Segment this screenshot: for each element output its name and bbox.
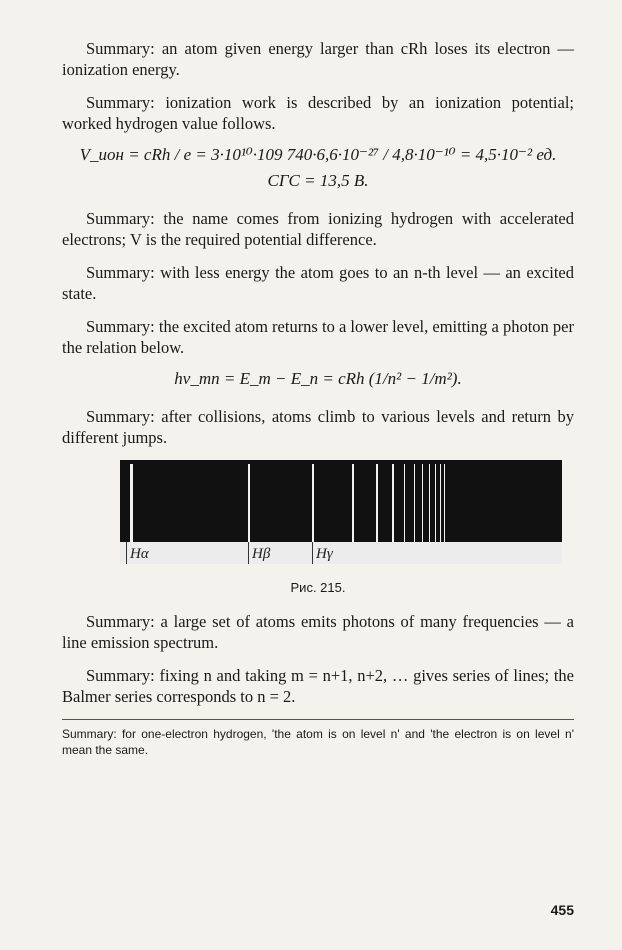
label-strip: [120, 542, 562, 564]
tick-h-beta: [248, 542, 249, 564]
paragraph-8: Summary: fixing n and taking m = n+1, n+2, … gives series of lines; the Balmer series corresponds to n = 2.: [62, 666, 574, 706]
paragraph-6: Summary: after collisions, atoms climb to various levels and return by different jumps.: [62, 407, 574, 447]
label-h-beta: Hβ: [252, 546, 271, 562]
paragraph-2: Summary: ionization work is described by an ionization potential; worked hydrogen value follows.: [62, 93, 574, 133]
label-h-alpha: Hα: [130, 546, 149, 562]
spectral-line-h-beta: [248, 464, 250, 542]
figure-caption: Рис. 215.: [290, 580, 346, 595]
page-number: 455: [550, 902, 574, 918]
spectral-line-h-alpha: [130, 464, 133, 542]
spectral-line: [435, 464, 436, 542]
tick-h-gamma: [312, 542, 313, 564]
spectral-line: [422, 464, 423, 542]
spectral-line-h-gamma: [312, 464, 314, 542]
paragraph-1: Summary: an atom given energy larger than cRh loses its electron — ionization energy.: [62, 39, 574, 79]
spectral-line: [392, 464, 394, 542]
spectral-line: [444, 464, 445, 542]
paragraph-5: Summary: the excited atom returns to a lower level, emitting a photon per the relation below.: [62, 317, 574, 357]
footnote: Summary: for one-electron hydrogen, 'the atom is on level n' and 'the electron is on level n' mean the same.: [62, 719, 574, 758]
paragraph-3: Summary: the name comes from ionizing hydrogen with accelerated electrons; V is the required potential difference.: [62, 209, 574, 249]
spectral-line: [404, 464, 405, 542]
ionization-formula: V_ион = cRh / e = 3·10¹⁰·109 740·6,6·10⁻²⁷ / 4,8·10⁻¹⁰ = 4,5·10⁻² ед. СГС = 13,5 В.: [79, 145, 557, 190]
spectral-line: [440, 464, 441, 542]
paragraph-7: Summary: a large set of atoms emits photons of many frequencies — a line emission spectrum.: [62, 612, 574, 652]
spectrum-figure: [62, 460, 574, 595]
spectral-line: [429, 464, 430, 542]
label-h-gamma: Hγ: [316, 546, 333, 562]
balmer-spectrum: [120, 460, 562, 564]
photon-formula: hν_mn = E_m − E_n = cRh (1/n² − 1/m²).: [174, 369, 462, 388]
spectral-line: [352, 464, 354, 542]
tick-h-alpha: [126, 542, 127, 564]
spectral-line: [376, 464, 378, 542]
paragraph-4: Summary: with less energy the atom goes to an n-th level — an excited state.: [62, 263, 574, 303]
spectral-line: [414, 464, 415, 542]
